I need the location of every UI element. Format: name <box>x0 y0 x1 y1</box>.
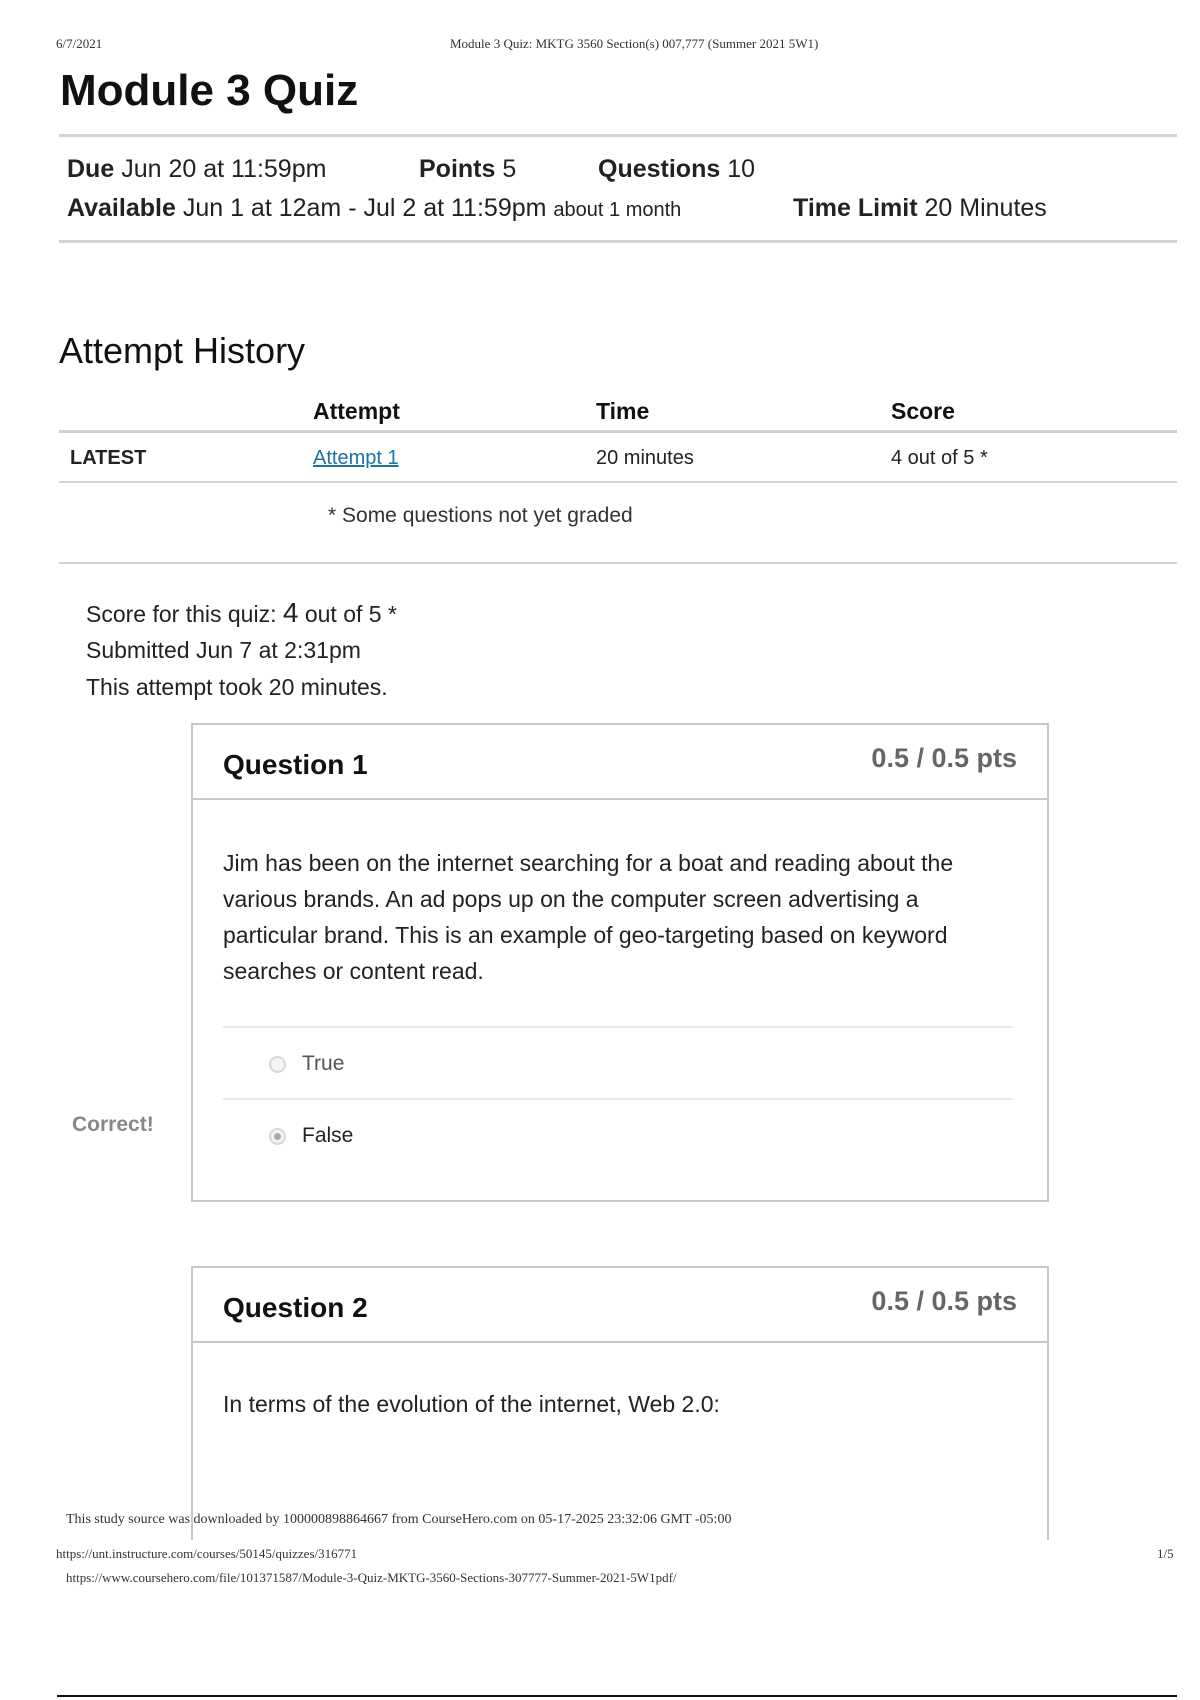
question-header <box>193 1268 1047 1343</box>
table-header-divider <box>59 430 1177 433</box>
available-value: Jun 1 at 12am - Jul 2 at 11:59pm <box>182 194 547 222</box>
due-info <box>67 155 326 184</box>
question-card <box>191 723 1049 1202</box>
divider <box>59 134 1177 137</box>
column-header-time: Time <box>596 398 650 424</box>
answer-label: True <box>302 1052 345 1075</box>
question-text: Jim has been on the internet searching for a boat and reading about the various brands. An ad pops up on the computer screen advertising a particular brand. This is an example of geo-targeting based on keyword searches or content read. <box>223 850 954 984</box>
available-label: Available <box>67 194 176 222</box>
questions-info <box>598 155 755 184</box>
question-header <box>193 725 1047 800</box>
question-text: In terms of the evolution of the internet, Web 2.0: <box>223 1391 720 1417</box>
radio-button-selected[interactable] <box>269 1128 286 1145</box>
bottom-rule <box>57 1695 1177 1697</box>
points-value: 5 <box>502 155 517 183</box>
answer-divider <box>223 1098 1013 1100</box>
quiz-score <box>86 597 397 629</box>
attempt-1-link[interactable]: Attempt 1 <box>313 447 399 469</box>
due-label: Due <box>67 155 115 183</box>
time-limit-info <box>793 194 1047 223</box>
time-limit-label: Time Limit <box>793 194 918 222</box>
question-points: 0.5 / 0.5 pts <box>871 743 1017 773</box>
answer-option-false[interactable] <box>269 1124 353 1148</box>
page-title: Module 3 Quiz <box>60 66 359 115</box>
download-source-note: This study source was downloaded by 100000898864667 from CourseHero.com on 05-17-2025 23:32:06 GMT -05:00 <box>66 1512 732 1527</box>
score-prefix: Score for this quiz: <box>86 601 277 627</box>
questions-value: 10 <box>727 155 756 183</box>
points-label: Points <box>419 155 496 183</box>
question-title: Question 1 <box>223 749 368 780</box>
question-card <box>191 1266 1049 1540</box>
correct-answer-tag: Correct! <box>72 1113 154 1136</box>
points-info <box>419 155 516 184</box>
page-number: 1/5 <box>1157 1546 1174 1561</box>
available-info <box>67 194 681 223</box>
latest-badge: LATEST <box>70 447 147 469</box>
questions-label: Questions <box>598 155 721 183</box>
grading-note: * Some questions not yet graded <box>328 504 633 527</box>
score-value: 4 <box>282 597 299 628</box>
score-suffix: out of 5 * <box>304 601 397 627</box>
attempt-score: 4 out of 5 * <box>891 447 988 469</box>
question-points: 0.5 / 0.5 pts <box>871 1286 1017 1316</box>
attempt-history-heading: Attempt History <box>59 330 306 371</box>
time-limit-value: 20 Minutes <box>924 194 1047 222</box>
column-header-score: Score <box>891 398 955 424</box>
print-date: 6/7/2021 <box>56 36 103 51</box>
print-page-title: Module 3 Quiz: MKTG 3560 Section(s) 007,777 (Summer 2021 5W1) <box>450 36 819 51</box>
column-header-attempt: Attempt <box>313 398 400 424</box>
attempt-duration: This attempt took 20 minutes. <box>86 674 388 700</box>
answer-label: False <box>302 1124 354 1147</box>
due-value: Jun 20 at 11:59pm <box>121 155 327 183</box>
available-duration: about 1 month <box>553 199 682 221</box>
submitted-time: Submitted Jun 7 at 2:31pm <box>86 637 361 663</box>
divider <box>59 562 1177 564</box>
divider <box>59 240 1177 243</box>
question-title: Question 2 <box>223 1292 368 1323</box>
table-row-divider <box>59 481 1177 483</box>
attempt-time: 20 minutes <box>596 447 694 469</box>
answer-option-true[interactable] <box>269 1052 344 1076</box>
answer-divider <box>223 1026 1013 1028</box>
radio-button[interactable] <box>269 1056 286 1073</box>
page-url: https://unt.instructure.com/courses/50145/quizzes/316771 <box>56 1546 358 1561</box>
source-file-url: https://www.coursehero.com/file/101371587/Module-3-Quiz-MKTG-3560-Sections-307777-Summer-2021-5W1pdf/ <box>66 1570 677 1585</box>
